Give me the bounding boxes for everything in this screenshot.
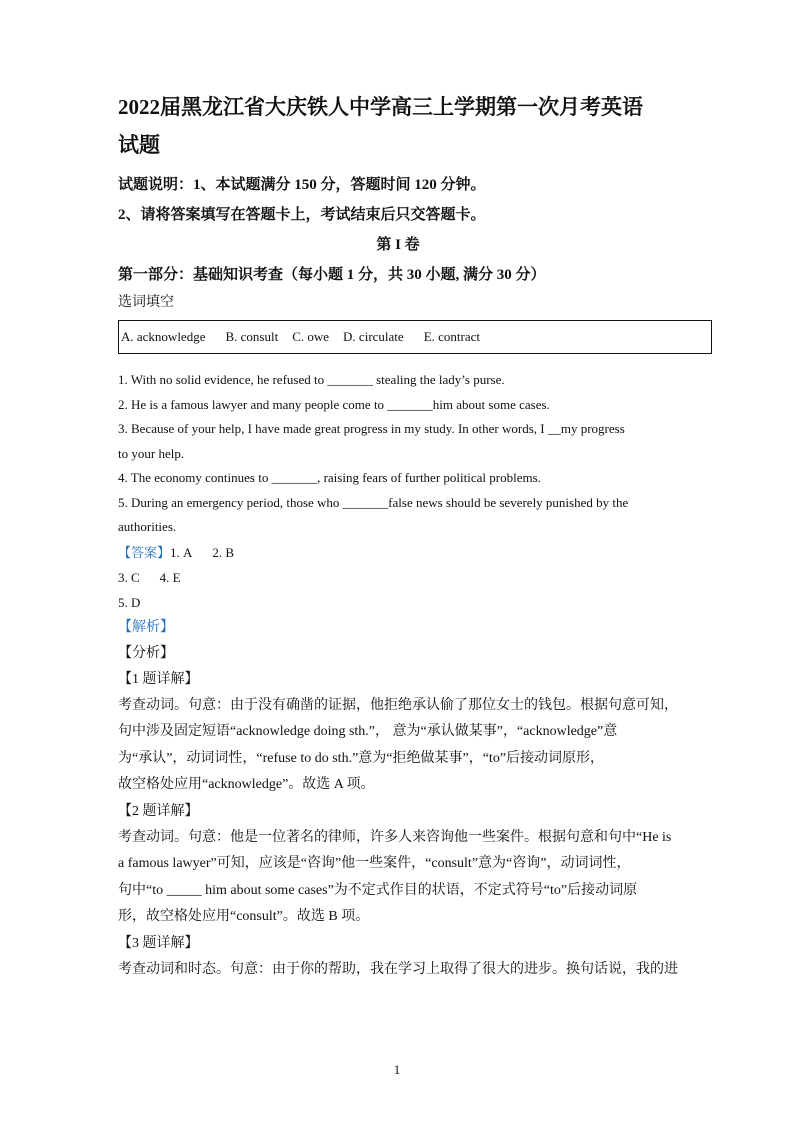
answer-item: 2. B bbox=[212, 544, 235, 560]
question-line: 2. He is a famous lawyer and many people come to _______him about some cases. bbox=[118, 396, 550, 412]
q2-detail-line: 形，故空格处应用“consult”。故选 B 项。 bbox=[118, 909, 370, 924]
q1-detail-line: 句中涉及固定短语“acknowledge doing sth.”， 意为“承认做某事”，“acknowledge”意 bbox=[118, 724, 618, 739]
q1-detail-heading: 【1 题详解】 bbox=[118, 671, 199, 687]
q1-detail-line: 为“承认”，动词词性，“refuse to do sth.”意为“拒绝做某事”，“to”后接动词原形， bbox=[118, 750, 605, 766]
question-line: to your help. bbox=[118, 445, 185, 461]
answer-item: 3. C bbox=[118, 569, 140, 585]
part-heading: 第一部分：基础知识考查（每小题 1 分，共 30 小题, 满分 30 分） bbox=[118, 267, 546, 283]
q2-detail-line: 句中“to _____ him about some cases”为不定式作目的状语，不定式符号“to”后接动词原 bbox=[118, 882, 638, 898]
word-option: D. circulate bbox=[343, 329, 404, 344]
word-option: A. acknowledge bbox=[121, 329, 206, 344]
document-title-line-2: 试题 bbox=[118, 133, 160, 157]
q1-detail-line: 考查动词。句意：由于没有确凿的证据，他拒绝承认偷了那位女士的钱包。根据句意可知， bbox=[118, 697, 678, 713]
exam-info-line-2: 2、请将答案填写在答题卡上，考试结束后只交答题卡。 bbox=[118, 207, 486, 223]
q2-detail-line: a famous lawyer”可知，应该是“咨询”他一些案件，“consult”意为“咨询”，动词词性， bbox=[118, 856, 631, 871]
word-option: E. contract bbox=[423, 329, 480, 344]
document-title-line-1: 2022届黑龙江省大庆铁人中学高三上学期第一次月考英语 bbox=[118, 95, 643, 119]
word-options-box bbox=[118, 320, 712, 354]
analysis-subhead: 【分析】 bbox=[118, 645, 174, 661]
question-line: 5. During an emergency period, those who _______false news should be severely punished by the bbox=[118, 494, 629, 510]
question-line: 3. Because of your help, I have made great progress in my study. In other words, I __my progress bbox=[118, 421, 625, 436]
q3-detail-line: 考查动词和时态。句意：由于你的帮助，我在学习上取得了很大的进步。换句话说，我的进 bbox=[118, 961, 678, 977]
word-option: B. consult bbox=[225, 329, 279, 344]
volume-heading: 第 I 卷 bbox=[376, 237, 420, 253]
document-page bbox=[118, 88, 678, 983]
analysis-tag: 【解析】 bbox=[118, 619, 174, 635]
answer-row-1 bbox=[118, 540, 678, 565]
q3-detail-heading: 【3 题详解】 bbox=[118, 935, 199, 951]
page-number: 1 bbox=[393, 1062, 401, 1077]
answer-item: 5. D bbox=[118, 594, 141, 610]
answer-item: 4. E bbox=[159, 569, 181, 585]
exam-info-line-1: 试题说明：1、本试题满分 150 分，答题时间 120 分钟。 bbox=[118, 177, 486, 193]
word-option: C. owe bbox=[292, 329, 330, 344]
answer-row-2 bbox=[118, 565, 678, 590]
question-line: 1. With no solid evidence, he refused to _______ stealing the lady’s purse. bbox=[118, 372, 505, 387]
answer-row-3 bbox=[118, 590, 678, 615]
answer-tag: 【答案】 bbox=[118, 544, 171, 560]
answer-item: 1. A bbox=[170, 544, 193, 560]
question-line: authorities. bbox=[118, 519, 177, 534]
q2-detail-heading: 【2 题详解】 bbox=[118, 803, 199, 819]
section-heading: 选词填空 bbox=[118, 295, 174, 310]
q2-detail-line: 考查动词。句意：他是一位著名的律师，许多人来咨询他一些案件。根据句意和句中“He is bbox=[118, 829, 672, 845]
q1-detail-line: 故空格处应用“acknowledge”。故选 A 项。 bbox=[118, 777, 375, 792]
question-line: 4. The economy continues to _______, raising fears of further political problems. bbox=[118, 470, 541, 485]
